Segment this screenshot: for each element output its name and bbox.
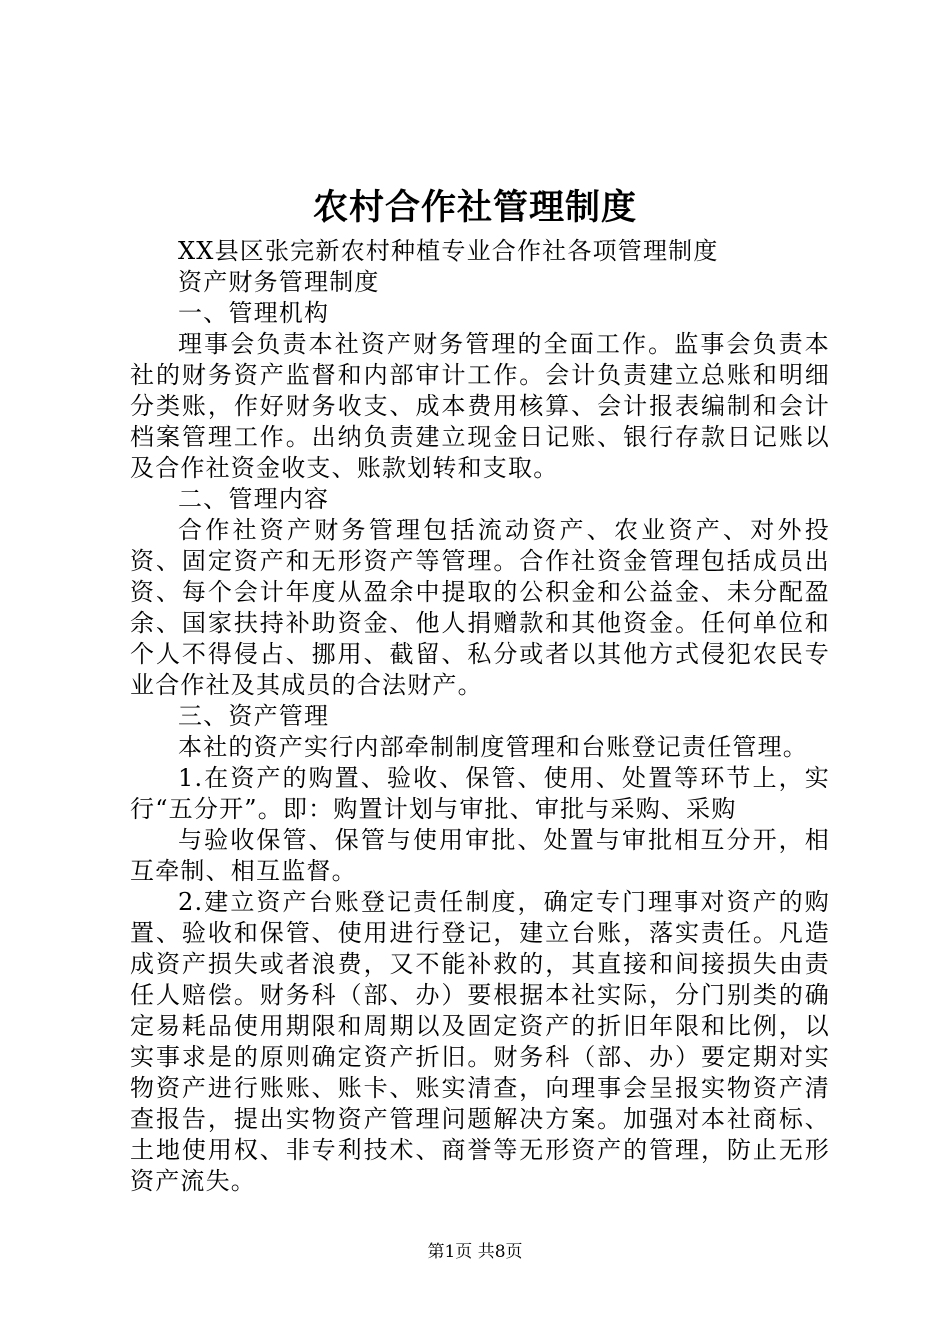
paragraph-cooperative-name: XX县区张完新农村种植专业合作社各项管理制度: [178, 237, 719, 265]
paragraph-management-content: 合作社资产财务管理包括流动资产、农业资产、对外投资、固定资产和无形资产等管理。合作社资金管理包括成员出资、每个会计年度从盈余中提取的公积金和公益金、未分配盈余、国家扶持补助资金、他人捐赠款和其他资金。任何单位和个人不得侵占、挪用、截留、私分或者以其他方式侵犯农民专业合作社及其成员的合法财产。: [130, 516, 830, 699]
document-body: [130, 236, 830, 1197]
paragraph-asset-rule-1-part-2: 与验收保管、保管与使用审批、处置与审批相互分开，相互牵制、相互监督。: [130, 826, 830, 885]
page-footer: 第1页 共8页: [427, 1242, 523, 1262]
heading-asset-management: 三、资产管理: [178, 702, 330, 730]
heading-management-organization: 一、管理机构: [178, 299, 330, 327]
paragraph-asset-management-intro: 本社的资产实行内部牵制制度管理和台账登记责任管理。: [178, 733, 808, 761]
heading-management-content: 二、管理内容: [178, 485, 330, 513]
paragraph-asset-rule-1-part-1: 1.在资产的购置、验收、保管、使用、处置等环节上，实行“五分开”。即：购置计划与审批、审批与采购、采购: [130, 764, 830, 823]
paragraph-management-organization: 理事会负责本社资产财务管理的全面工作。监事会负责本社的财务资产监督和内部审计工作。会计负责建立总账和明细分类账，作好财务收支、成本费用核算、会计报表编制和会计档案管理工作。出纳负责建立现金日记账、银行存款日记账以及合作社资金收支、账款划转和支取。: [130, 330, 830, 482]
paragraph-section-title: 资产财务管理制度: [178, 268, 380, 296]
document-title: 农村合作社管理制度: [312, 187, 637, 228]
paragraph-asset-rule-2: 2.建立资产台账登记责任制度，确定专门理事对资产的购置、验收和保管、使用进行登记，建立台账，落实责任。凡造成资产损失或者浪费，又不能补救的，其直接和间接损失由责任人赔偿。财务科（部、办）要根据本社实际，分门别类的确定易耗品使用期限和周期以及固定资产的折旧年限和比例，以实事求是的原则确定资产折旧。财务科（部、办）要定期对实物资产进行账账、账卡、账实清查，向理事会呈报实物资产清查报告，提出实物资产管理问题解决方案。加强对本社商标、土地使用权、非专利技术、商誉等无形资产的管理，防止无形资产流失。: [130, 888, 830, 1195]
